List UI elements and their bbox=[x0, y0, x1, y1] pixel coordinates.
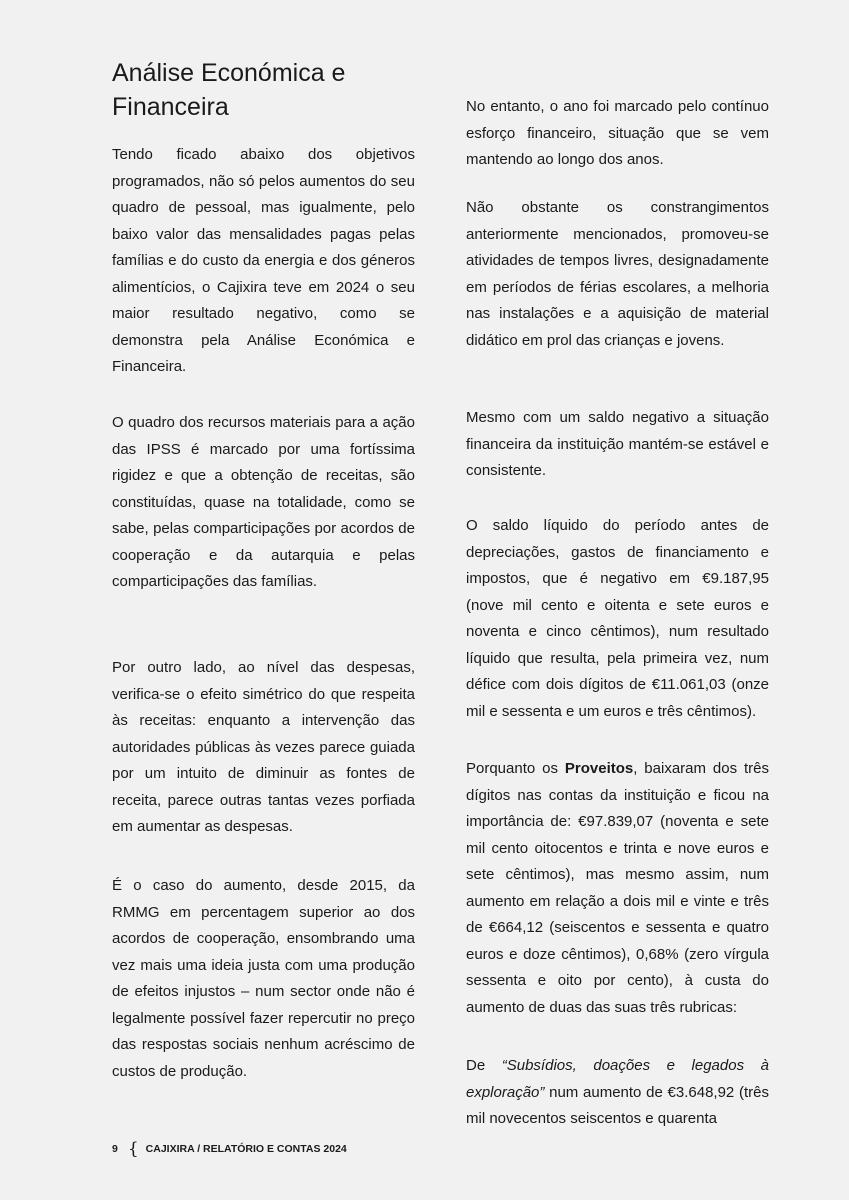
right-paragraph-5 bbox=[466, 756, 769, 1021]
p6-start: De bbox=[466, 1057, 502, 1074]
page-title: Análise Económica e Financeira bbox=[112, 59, 346, 121]
p5-rest: , baixaram dos três dígitos nas contas da instituição e ficou na importância de: €97.839,07 (noventa e sete mil cento oitocentos e trinta e nove euros e sete cêntimos), mas mesmo assim, num aumento em relação a dois mil e vinte e três de €664,12 (seiscentos e sessenta e quatro euros e doze cêntimos), 0,68% (zero vírgula sessenta e oito por cento), à custa do aumento de duas das suas três rubricas: bbox=[466, 760, 769, 1016]
page-footer bbox=[112, 1139, 347, 1159]
right-paragraph-1: No entanto, o ano foi marcado pelo contínuo esforço financeiro, situação que se vem mantendo ao longo dos anos. bbox=[466, 98, 769, 168]
page-number: 9 bbox=[112, 1143, 118, 1155]
footer-label: CAJIXIRA / RELATÓRIO E CONTAS 2024 bbox=[145, 1143, 347, 1155]
right-paragraph-2: Não obstante os constrangimentos anteriormente mencionados, promoveu-se atividades de tempos livres, designadamente em períodos de férias escolares, a melhoria nas instalações e a aquisição de material didático em prol das crianças e jovens. bbox=[466, 199, 769, 349]
p6-italic: “Subsídios, doações e legados à exploração” bbox=[466, 1057, 769, 1101]
left-paragraph-4: É o caso do aumento, desde 2015, da RMMG em percentagem superior ao dos acordos de cooperação, ensombrando uma vez mais uma ideia justa com uma produção de efeitos injustos – num sector onde não é legalmente possível fazer repercutir no preço das respostas sociais nenhum acréscimo de custos de produção. bbox=[112, 877, 415, 1080]
left-paragraph-2: O quadro dos recursos materiais para a ação das IPSS é marcado por uma fortíssima rigidez e que a obtenção de receitas, são constituídas, quase na totalidade, como se sabe, pelas comparticipações por acordos de cooperação e da autarquia e pelas comparticipações das famílias. bbox=[112, 414, 415, 590]
right-paragraph-4: O saldo líquido do período antes de depreciações, gastos de financiamento e impostos, que é negativo em €9.187,95 (nove mil cento e oitenta e sete euros e noventa e cinco cêntimos), num resultado líquido que resulta, pela primeira vez, num défice com dois dígitos de €11.061,03 (onze mil e sessenta e um euros e três cêntimos). bbox=[466, 517, 769, 720]
right-paragraph-6 bbox=[466, 1053, 769, 1133]
p6-rest: num aumento de €3.648,92 (três mil novecentos seiscentos e quarenta bbox=[466, 1083, 769, 1127]
brace-icon: { bbox=[127, 1139, 139, 1159]
left-paragraph-1: Tendo ficado abaixo dos objetivos programados, não só pelos aumentos do seu quadro de pessoal, mas igualmente, pelo baixo valor das mensalidades pagas pelas famílias e do custo da energia e dos géneros alimentícios, o Cajixira teve em 2024 o seu maior resultado negativo, como se demonstra pela Análise Económica e Financeira. bbox=[112, 146, 415, 375]
proveitos-bold: Proveitos bbox=[564, 760, 634, 777]
p5-start: Porquanto os bbox=[466, 760, 565, 777]
left-paragraph-3: Por outro lado, ao nível das despesas, verifica-se o efeito simétrico do que respeita às receitas: enquanto a intervenção das autoridades públicas às vezes parece guiada por um intuito de diminuir as fontes de receita, parece outras tantas vezes porfiada em aumentar as despesas. bbox=[112, 659, 415, 835]
right-paragraph-3: Mesmo com um saldo negativo a situação financeira da instituição mantém-se estável e consistente. bbox=[466, 409, 769, 479]
